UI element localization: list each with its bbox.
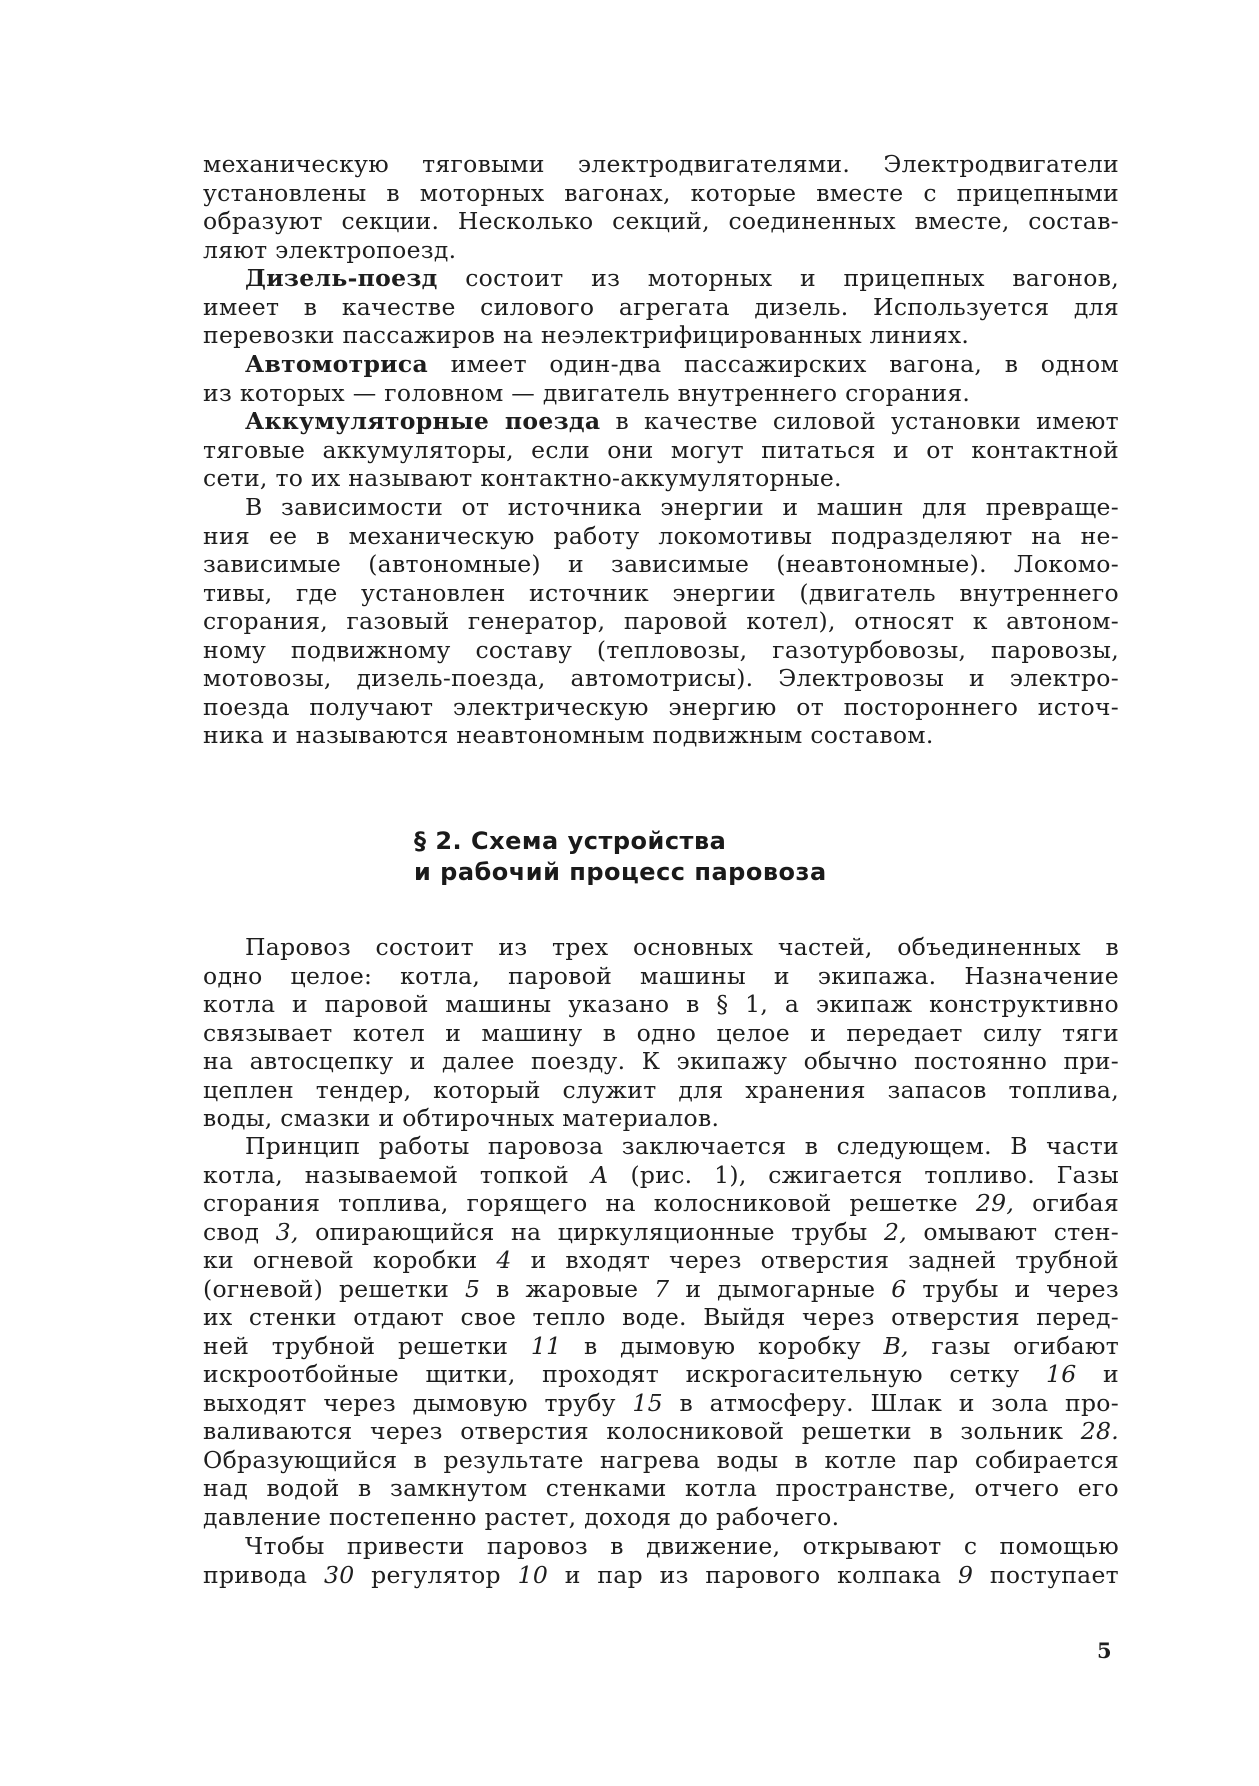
text-line: одно целое: котла, паровой машины и экипажа. Назначение — [203, 961, 1119, 990]
text-fragment: (огневой) решетки — [203, 1274, 450, 1303]
text-line — [203, 1189, 1119, 1218]
text-line: перевозки пассажиров на неэлектрифицированных линиях. — [203, 321, 970, 349]
term-battery-trains: Аккумуляторные поезда — [245, 407, 601, 435]
section-heading-line-2: и рабочий процесс паровоза — [414, 858, 827, 886]
classification-paragraph — [203, 493, 1119, 750]
text-fragment: трубы и через — [922, 1274, 1120, 1303]
text-line: Чтобы привести паровоз в движение, открывают с помощью — [245, 1532, 1119, 1560]
text-line: поезда получают электрическую энергию от постороннего источ- — [203, 692, 1119, 721]
text-line — [203, 1218, 1119, 1247]
text-fragment: в дымовую коробку — [584, 1331, 861, 1360]
text-line: ния ее в механическую работу локомотивы подразделяют на не- — [203, 521, 1119, 550]
term-diesel-train: Дизель-поезд — [245, 264, 438, 292]
figure-ref: 15 — [632, 1388, 663, 1417]
text-fragment: имеет один-два пассажирских вагона, в одном — [450, 350, 1119, 378]
figure-ref: 2, — [883, 1217, 907, 1246]
text-line: имеет в качестве силового агрегата дизель. Используется для — [203, 292, 1119, 321]
page-number: 5 — [1097, 1638, 1112, 1663]
text-line — [203, 1417, 1119, 1446]
diesel-train-paragraph — [203, 264, 1119, 350]
text-line — [203, 1360, 1119, 1389]
principle-paragraph — [203, 1132, 1119, 1531]
text-fragment: в качестве силовой установки имеют — [615, 407, 1119, 435]
figure-ref: 11 — [530, 1331, 562, 1360]
text-line: над водой в замкнутом стенками котла пространстве, отчего его — [203, 1474, 1119, 1502]
text-line: сети, то их называют контактно-аккумуляторные. — [203, 464, 842, 492]
text-line — [203, 1389, 1119, 1418]
text-line: образуют секции. Несколько секций, соединенных вместе, состав- — [203, 207, 1119, 235]
text-line — [203, 1161, 1119, 1190]
text-line: Паровоз состоит из трех основных частей, объединенных в — [245, 933, 1119, 961]
text-line: зависимые (автономные) и зависимые (неавтономные). Локомо- — [203, 550, 1119, 578]
text-fragment: в жаровые — [496, 1274, 639, 1303]
text-fragment: газы огибают — [931, 1331, 1120, 1360]
text-line: на автосцепку и далее поезду. К экипажу обычно постоянно при- — [203, 1047, 1119, 1075]
text-fragment: и входят через отверстия задней трубной — [530, 1246, 1119, 1274]
text-fragment: огибая — [1032, 1189, 1119, 1217]
text-line: котла и паровой машины указано в § 1, а экипаж конструктивно — [203, 990, 1119, 1018]
figure-ref: 3, — [275, 1217, 299, 1246]
text-fragment: опирающийся на циркуляционные трубы — [315, 1217, 868, 1246]
text-fragment: выходят через дымовую трубу — [203, 1388, 616, 1417]
text-line: тивы, где установлен источник энергии (двигатель внутреннего — [203, 578, 1119, 607]
railcar-paragraph — [203, 350, 1119, 407]
text-line — [203, 1246, 1119, 1275]
text-fragment: привода — [203, 1560, 308, 1589]
figure-ref: А — [590, 1160, 609, 1189]
section-heading — [414, 826, 827, 888]
intro-paragraph — [203, 150, 1119, 264]
text-line: Принцип работы паровоза заключается в следующем. В части — [245, 1132, 1119, 1160]
text-line — [203, 264, 1119, 293]
text-fragment: ки огневой коробки — [203, 1246, 478, 1274]
text-line — [203, 407, 1119, 436]
composition-paragraph — [203, 933, 1119, 1133]
text-line: ному подвижному составу (тепловозы, газотурбовозы, паровозы, — [203, 635, 1119, 664]
text-fragment: омывают стен- — [923, 1217, 1119, 1246]
text-line: сгорания, газовый генератор, паровой котел), относят к автоном- — [203, 607, 1119, 635]
text-fragment: поступает — [989, 1560, 1119, 1589]
battery-trains-paragraph — [203, 407, 1119, 493]
text-line: воды, смазки и обтирочных материалов. — [203, 1104, 720, 1132]
text-line: В зависимости от источника энергии и машин для превраще- — [245, 493, 1119, 521]
figure-ref: 5 — [465, 1274, 481, 1303]
text-line: их стенки отдают свое тепло воде. Выйдя через отверстия перед- — [203, 1303, 1119, 1331]
figure-ref: 6 — [891, 1274, 907, 1303]
text-line: механическую тяговыми электродвигателями. Электродвигатели — [203, 150, 1119, 178]
text-fragment: состоит из моторных и прицепных вагонов, — [465, 264, 1119, 292]
text-line: связывает котел и машину в одно целое и передает силу тяги — [203, 1018, 1119, 1047]
text-fragment: сгорания топлива, горящего на колосниковой решетке — [203, 1189, 958, 1217]
figure-ref: 9 — [957, 1560, 974, 1589]
text-fragment: в атмосферу. Шлак и зола про- — [679, 1388, 1119, 1417]
figure-ref: 10 — [517, 1560, 549, 1589]
figure-ref: 16 — [1045, 1360, 1077, 1388]
text-fragment: и дымогарные — [685, 1274, 876, 1303]
text-fragment: регулятор — [371, 1560, 501, 1589]
figure-ref: 30 — [323, 1560, 355, 1589]
text-line: ника и называются неавтономным подвижным составом. — [203, 721, 934, 749]
figure-ref: 7 — [654, 1274, 670, 1303]
text-line — [203, 1275, 1119, 1304]
text-line: цеплен тендер, который служит для хранения запасов топлива, — [203, 1075, 1119, 1104]
text-fragment: и пар из парового колпака — [564, 1560, 942, 1589]
term-railcar: Автомотриса — [245, 350, 429, 378]
text-line: Образующийся в результате нагрева воды в котле пар собирается — [203, 1445, 1119, 1474]
text-line: установлены в моторных вагонах, которые вместе с прицепными — [203, 178, 1119, 207]
text-line: давление постепенно растет, доходя до рабочего. — [203, 1502, 840, 1531]
text-line: из которых — головном — двигатель внутреннего сгорания. — [203, 378, 971, 407]
figure-ref: 28. — [1080, 1417, 1119, 1445]
text-line: ляют электропоезд. — [203, 235, 457, 264]
text-line — [203, 1332, 1119, 1361]
section-heading-line-1: § 2. Схема устройства — [414, 827, 727, 855]
text-fragment: искроотбойные щитки, проходят искрогасительную сетку — [203, 1360, 1020, 1388]
text-line: мотовозы, дизель-поезда, автомотрисы). Электровозы и электро- — [203, 664, 1119, 692]
text-fragment: (рис. 1), сжигается топливо. Газы — [630, 1160, 1119, 1189]
figure-ref: 29, — [975, 1189, 1015, 1217]
text-fragment: валиваются через отверстия колосниковой решетки в зольник — [203, 1417, 1064, 1445]
text-line: тяговые аккумуляторы, если они могут питаться и от контактной — [203, 435, 1119, 464]
text-line — [203, 350, 1119, 379]
text-fragment: и — [1103, 1360, 1119, 1388]
text-fragment: котла, называемой топкой — [203, 1160, 569, 1189]
text-line — [203, 1561, 1119, 1590]
text-fragment: свод — [203, 1217, 260, 1246]
text-fragment: ней трубной решетки — [203, 1331, 509, 1360]
figure-ref: В, — [883, 1331, 909, 1360]
motion-paragraph — [203, 1532, 1119, 1589]
figure-ref: 4 — [496, 1246, 512, 1274]
